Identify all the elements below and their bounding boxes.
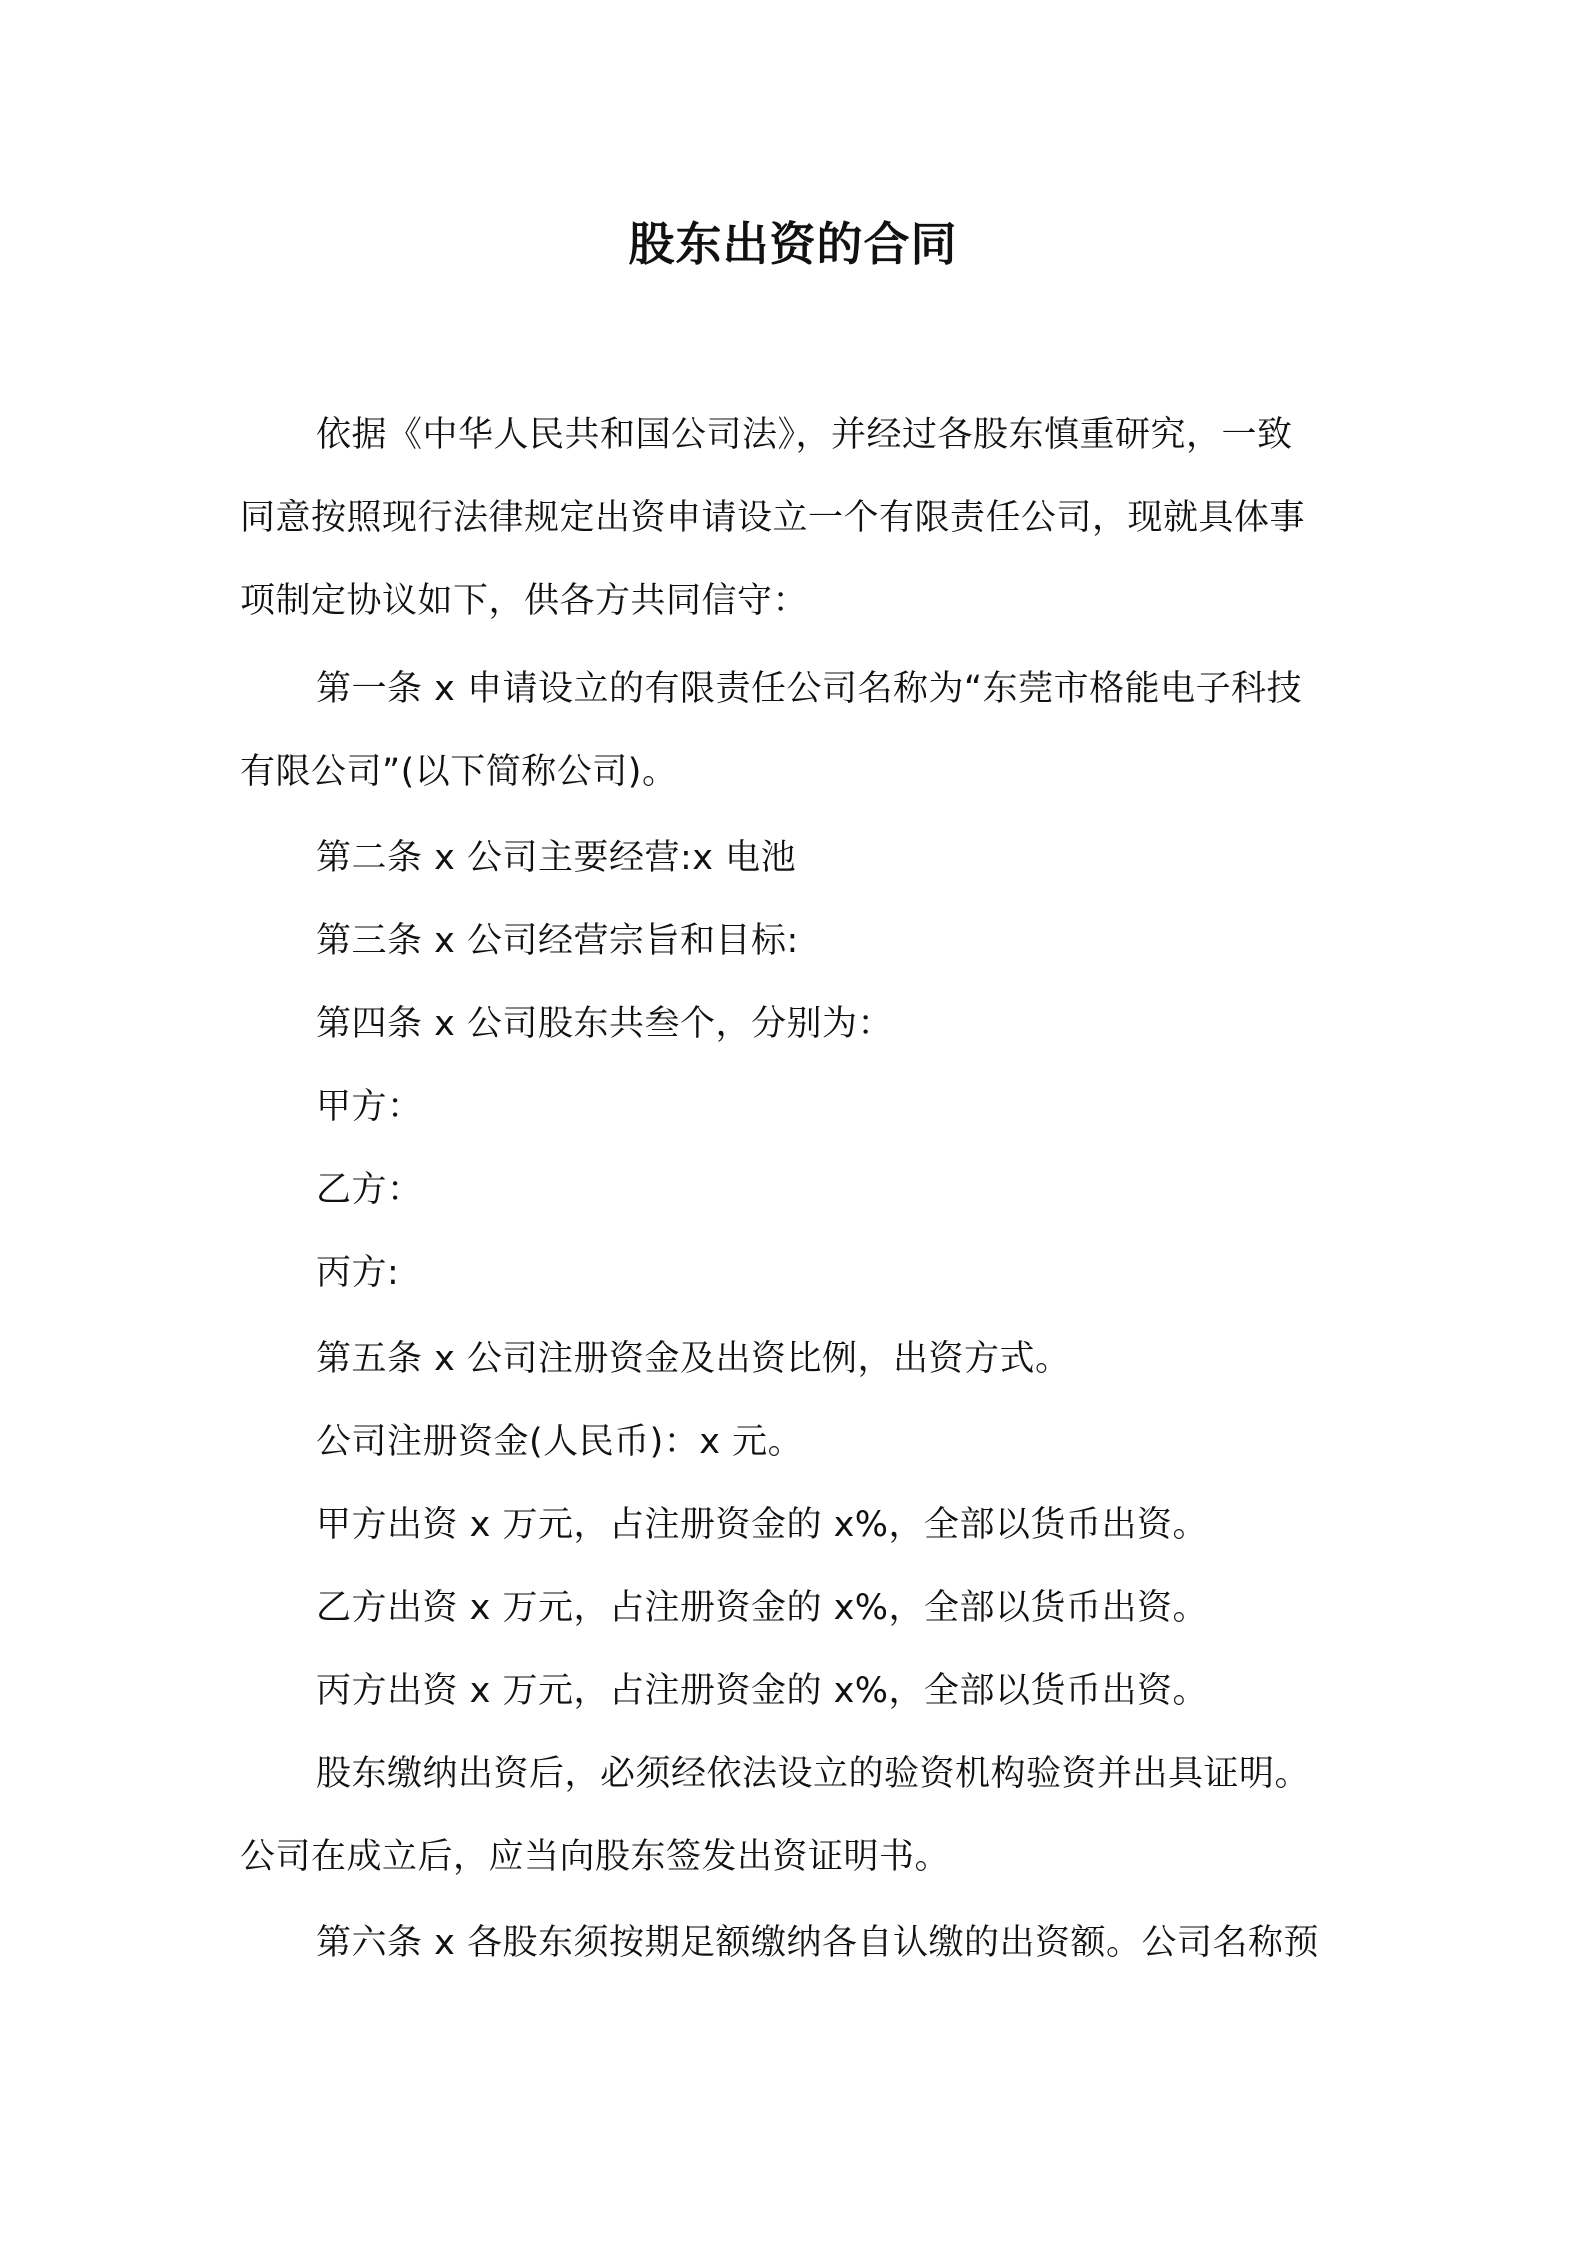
party-a-contribution: 甲方出资 x 万元，占注册资金的 x%，全部以货币出资。 bbox=[316, 1505, 1209, 1545]
article-1-line-1: 第一条 x 申请设立的有限责任公司名称为“东莞市格能电子科技 bbox=[316, 669, 1303, 709]
document-title: 股东出资的合同 bbox=[628, 217, 958, 271]
article-5: 第五条 x 公司注册资金及出资比例，出资方式。 bbox=[316, 1339, 1071, 1379]
party-b-label: 乙方： bbox=[316, 1170, 423, 1210]
article-6-line-1: 第六条 x 各股东须按期足额缴纳各自认缴的出资额。公司名称预 bbox=[316, 1923, 1319, 1963]
party-a-label: 甲方： bbox=[316, 1087, 423, 1127]
party-c-contribution: 丙方出资 x 万元，占注册资金的 x%，全部以货币出资。 bbox=[316, 1671, 1209, 1711]
paragraph-preamble-line-1: 依据《中华人民共和国公司法》，并经过各股东慎重研究，一致 bbox=[316, 415, 1293, 455]
article-3: 第三条 x 公司经营宗旨和目标: bbox=[316, 921, 799, 961]
article-2: 第二条 x 公司主要经营:x 电池 bbox=[316, 838, 797, 878]
capital-verification-line-2: 公司在成立后，应当向股东签发出资证明书。 bbox=[240, 1837, 951, 1877]
paragraph-preamble-line-2: 同意按照现行法律规定出资申请设立一个有限责任公司，现就具体事 bbox=[240, 498, 1306, 538]
party-b-contribution: 乙方出资 x 万元，占注册资金的 x%，全部以货币出资。 bbox=[316, 1588, 1209, 1628]
article-4: 第四条 x 公司股东共叁个，分别为： bbox=[316, 1004, 893, 1044]
article-1-line-2: 有限公司”(以下简称公司)。 bbox=[240, 752, 678, 792]
registered-capital-line: 公司注册资金(人民币)：x 元。 bbox=[316, 1422, 804, 1462]
paragraph-preamble-line-3: 项制定协议如下，供各方共同信守： bbox=[240, 581, 809, 621]
party-c-label: 丙方: bbox=[316, 1253, 400, 1293]
capital-verification-line-1: 股东缴纳出资后，必须经依法设立的验资机构验资并出具证明。 bbox=[316, 1754, 1311, 1794]
